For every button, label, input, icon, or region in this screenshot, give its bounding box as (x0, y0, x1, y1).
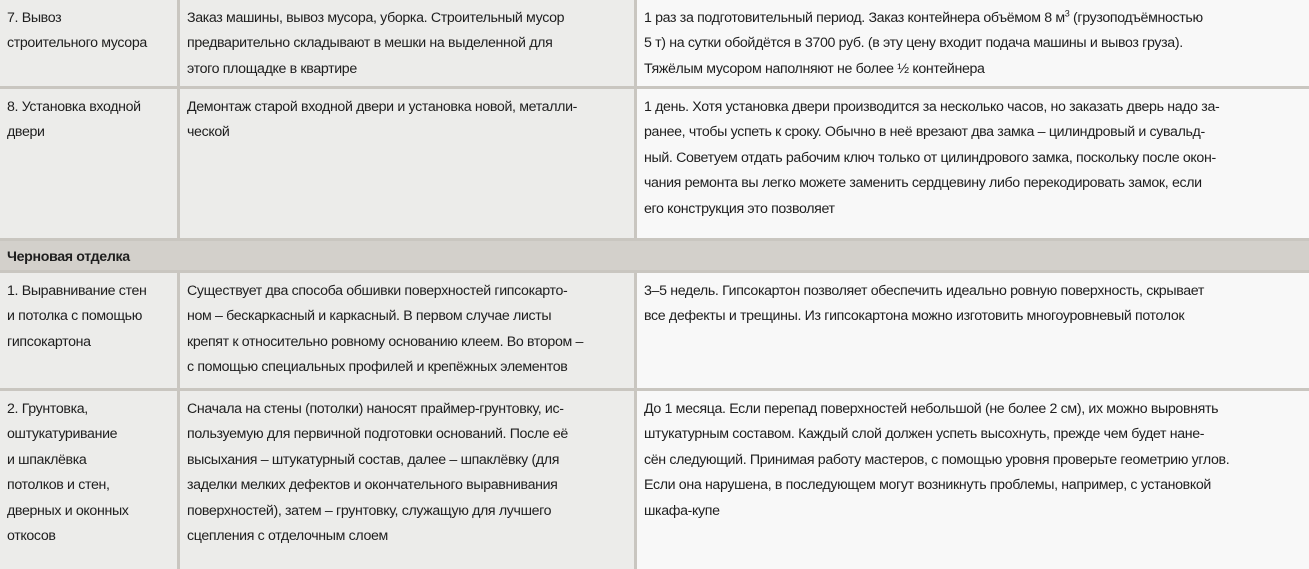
stage-cell: 7. Вывоз строительного мусора (0, 0, 177, 86)
work-cell: Существует два способа обшивки поверхностей гипсокарто- ном – бескаркасный и каркасный. В первом случае листы крепят к относительно ровному основанию клеем. Во втором – с помощью специальных профилей и крепёжных элементов (180, 273, 634, 388)
stage-cell: 1. Выравнивание стен и потолка с помощью гипсокартона (0, 273, 177, 388)
stage-cell: 8. Установка входной двери (0, 89, 177, 238)
work-cell: Сначала на стены (потолки) наносят праймер-грунтовку, ис- пользуемую для первичной подготовки оснований. После её высыхания – штукатурный состав, далее – шпаклёвку (для заделки мелких дефектов и окончательного выравнивания поверхностей), затем – грунтовку, служащую для лучшего сцепления с отделочным слоем (180, 391, 634, 569)
table-row (0, 273, 1309, 388)
work-cell: Демонтаж старой входной двери и установка новой, металли- ческой (180, 89, 634, 238)
table-row (0, 0, 1309, 86)
table-row (0, 391, 1309, 569)
notes-text-part: 1 раз за подготовительный период. Заказ контейнера объёмом 8 м (644, 10, 1065, 26)
notes-cell: До 1 месяца. Если перепад поверхностей небольшой (не более 2 см), их можно выровнять штукатурным составом. Каждый слой должен успеть высохнуть, прежде чем будет нане- сён следующий. Принимая работу мастеров, с помощью уровня проверьте геометрию углов. Если она нарушена, в последующем могут возникнуть проблемы, например, с установкой шкафа-купе (637, 391, 1309, 569)
stage-cell: 2. Грунтовка, оштукатуривание и шпаклёвка потолков и стен, дверных и оконных откосов (0, 391, 177, 569)
notes-cell: 1 день. Хотя установка двери производится за несколько часов, но заказать дверь надо за- ранее, чтобы успеть к сроку. Обычно в неё врезают два замка – цилиндровый и сувальд- ный. Советуем отдать рабочим ключ только от цилиндрового замка, поскольку после окон- чания ремонта вы легко можете заменить сердцевину либо перекодировать замок, если его конструкция это позволяет (637, 89, 1309, 238)
superscript: 3 (1064, 8, 1070, 19)
table-row (0, 89, 1309, 238)
notes-cell (637, 0, 1309, 86)
work-cell: Заказ машины, вывоз мусора, уборка. Строительный мусор предварительно складывают в мешки на выделенной для этого площадке в квартире (180, 0, 634, 86)
notes-text-part: (грузоподъёмностью 5 т) на сутки обойдётся в 3700 руб. (в эту цену входит подача машины и вывоз груза). Тяжёлым мусором наполняют не более ½ контейнера (644, 10, 1203, 77)
notes-cell: 3–5 недель. Гипсокартон позволяет обеспечить идеально ровную поверхность, скрывает все дефекты и трещины. Из гипсокартона можно изготовить многоуровневый потолок (637, 273, 1309, 388)
section-header: Черновая отделка (0, 241, 1309, 270)
